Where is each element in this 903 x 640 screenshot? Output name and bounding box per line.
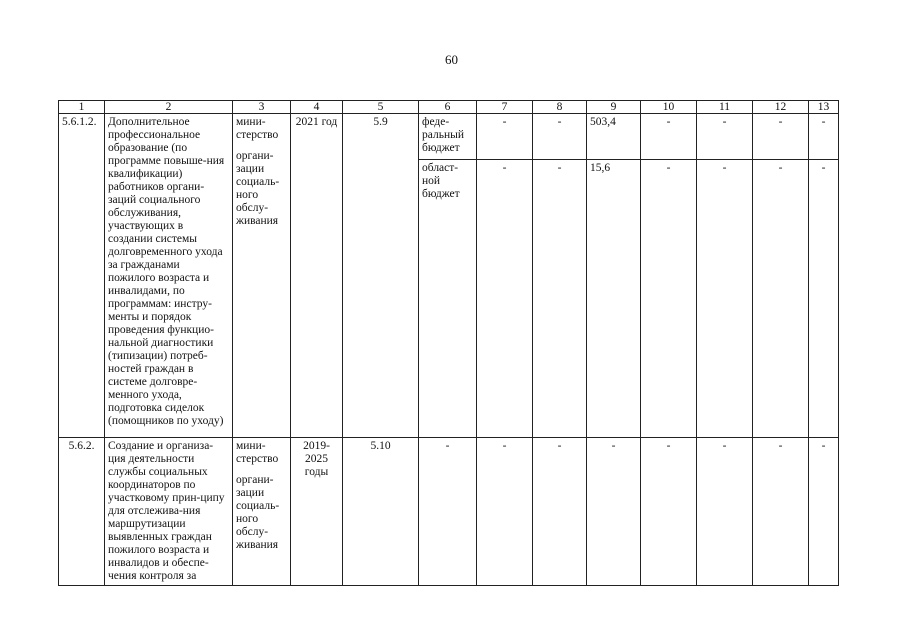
executor-cell: [233, 438, 291, 586]
value-cell: 503,4: [587, 114, 641, 160]
period-cell: 2021 год: [291, 114, 343, 438]
header-cell: 3: [233, 101, 291, 114]
period-cell: 2019-2025 годы: [291, 438, 343, 586]
header-cell: 1: [59, 101, 105, 114]
value-cell: -: [533, 114, 587, 160]
executor-cell: [233, 114, 291, 438]
value-cell: 15,6: [587, 160, 641, 438]
value-cell: -: [753, 114, 809, 160]
value-cell: -: [477, 438, 533, 586]
executor-organizations: органи-зации социаль-ного обслу-живания: [236, 474, 280, 551]
row-number: 5.6.2.: [59, 438, 105, 586]
activity-description: Дополнительное профессиональное образование (по программе повыше-ния квалификации) работников органи-заций социального обслуживания, участвующих в создании системы долговременного ухода за гражданами пожилого возраста и инвалидами, по программам: инстру-менты и порядок проведения функцио-нальной диагностики (типизации) потреб-ностей граждан в системе долговре-менного ухода, подготовка сиделок (помощников по уходу): [105, 114, 233, 438]
value-cell: -: [753, 160, 809, 438]
value-cell: -: [477, 114, 533, 160]
indicator-cell: 5.9: [343, 114, 419, 438]
header-cell: 13: [809, 101, 839, 114]
row-number: 5.6.1.2.: [59, 114, 105, 438]
header-cell: 5: [343, 101, 419, 114]
value-cell: -: [697, 114, 753, 160]
header-cell: 10: [641, 101, 697, 114]
activities-table: [58, 100, 839, 586]
header-cell: 11: [697, 101, 753, 114]
executor-ministry: мини-стерство: [236, 116, 279, 141]
activity-description: Создание и организа-ция деятельности службы социальных координаторов по участковому прин-ципу для отслежива-ния маршрутизации выявленных граждан пожилого возраста и инвалидов и обеспе-чения контроля за: [105, 438, 233, 586]
header-cell: 12: [753, 101, 809, 114]
funding-source: феде-ральный бюджет: [419, 114, 477, 160]
value-cell: -: [533, 438, 587, 586]
table-row: [59, 114, 839, 160]
header-cell: 7: [477, 101, 533, 114]
value-cell: -: [809, 114, 839, 160]
value-cell: -: [641, 114, 697, 160]
value-cell: -: [533, 160, 587, 438]
executor-organizations: органи-зации социаль-ного обслу-живания: [236, 150, 280, 227]
value-cell: -: [697, 438, 753, 586]
value-cell: -: [587, 438, 641, 586]
table-header-row: [59, 101, 839, 114]
value-cell: -: [641, 438, 697, 586]
value-cell: -: [641, 160, 697, 438]
header-cell: 4: [291, 101, 343, 114]
value-cell: -: [809, 160, 839, 438]
value-cell: -: [753, 438, 809, 586]
value-cell: -: [477, 160, 533, 438]
header-cell: 8: [533, 101, 587, 114]
header-cell: 6: [419, 101, 477, 114]
table-row: [59, 438, 839, 586]
header-cell: 2: [105, 101, 233, 114]
page-number: 60: [445, 52, 458, 67]
value-cell: -: [697, 160, 753, 438]
executor-ministry: мини-стерство: [236, 440, 279, 465]
indicator-cell: 5.10: [343, 438, 419, 586]
funding-source: област-ной бюджет: [419, 160, 477, 438]
value-cell: -: [809, 438, 839, 586]
header-cell: 9: [587, 101, 641, 114]
funding-source: -: [419, 438, 477, 586]
